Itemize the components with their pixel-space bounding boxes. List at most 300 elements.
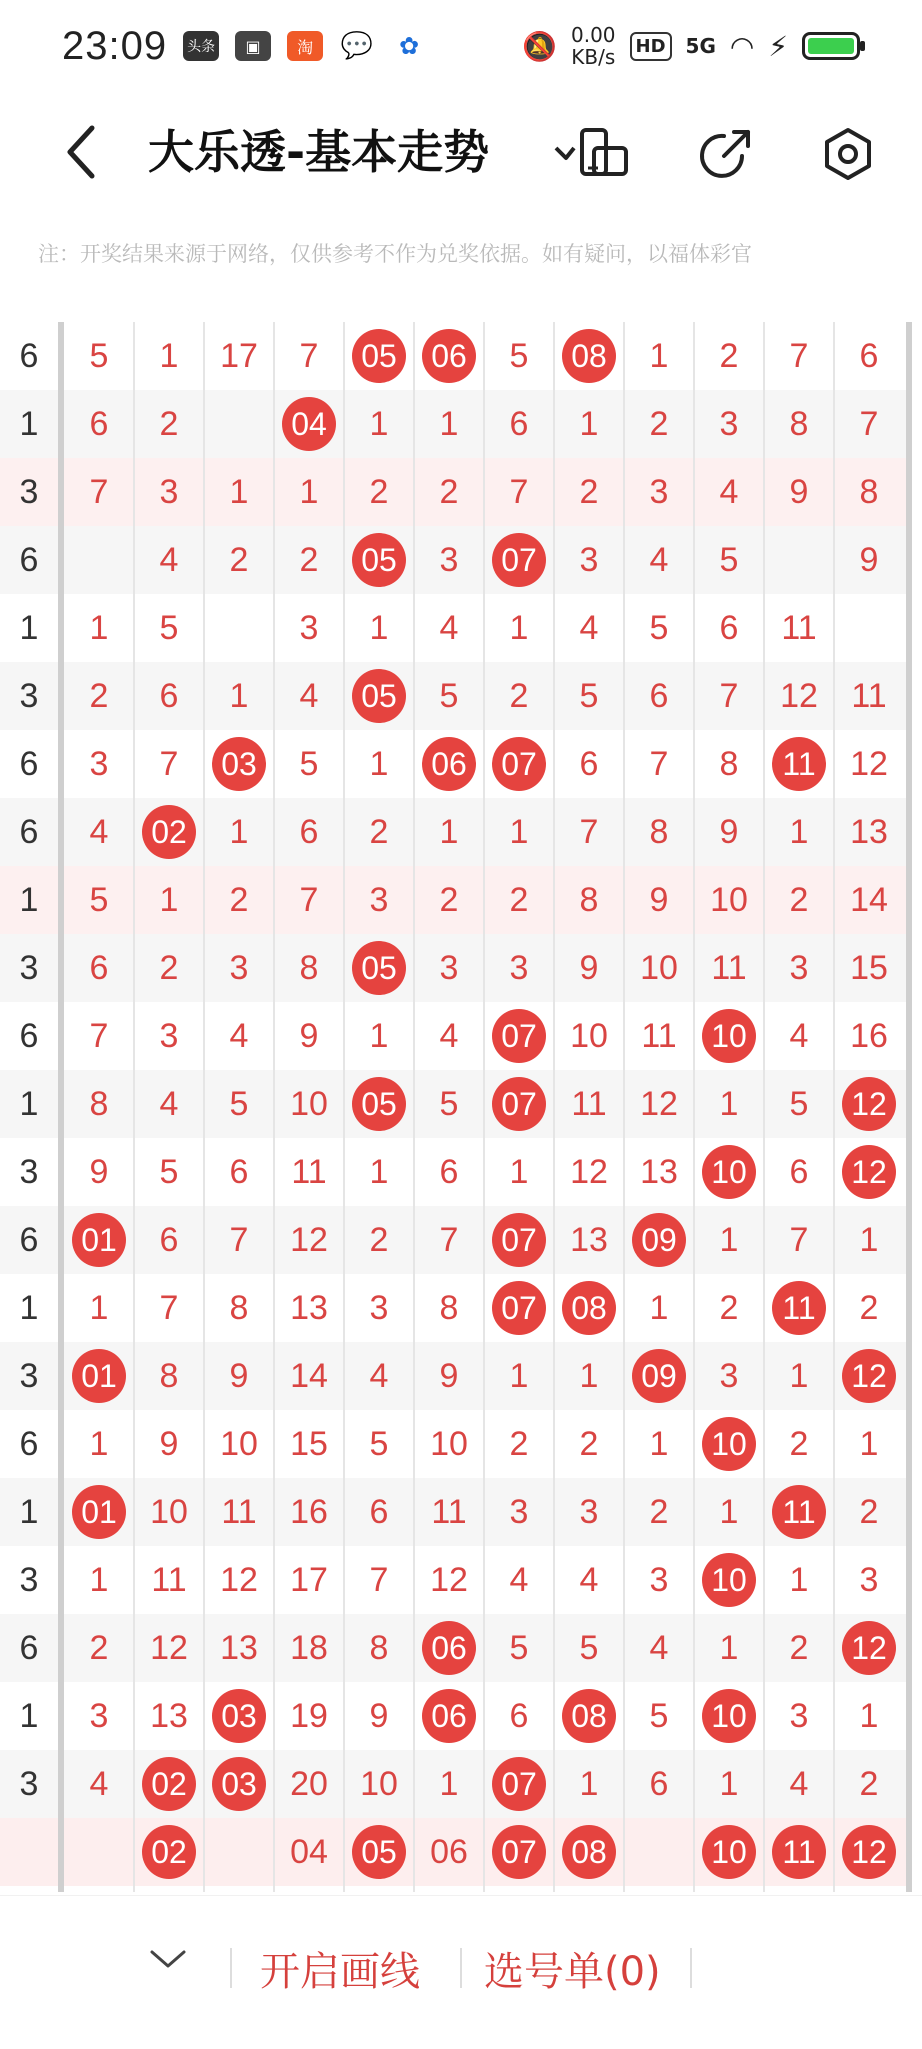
hit-ball: 08 [562,1825,616,1879]
hit-ball: 01 [72,1213,126,1267]
miss-count-cell: 2 [509,676,529,715]
trend-row [0,1682,922,1750]
row-label-cell: 6 [19,1016,39,1055]
miss-count-cell: 13 [290,1288,328,1327]
column-divider [553,322,555,1892]
miss-count-cell: 11 [431,1492,467,1531]
miss-count-cell: 9 [649,880,669,919]
number-ball [834,1138,904,1206]
miss-count-cell: 5 [229,1084,249,1123]
miss-count-cell: 1 [159,336,179,375]
miss-count-cell: 1 [719,1492,739,1531]
miss-count-cell: 3 [509,1492,529,1531]
row-label-cell: 6 [19,1220,39,1259]
row-label-cell: 6 [19,336,39,375]
miss-count-cell: 8 [649,812,669,851]
hit-ball: 03 [212,1689,266,1743]
trend-row [0,1750,922,1818]
number-ball [554,1818,624,1886]
miss-count-cell: 15 [290,1424,328,1463]
miss-count-cell: 6 [89,948,109,987]
miss-count-cell: 3 [719,1356,739,1395]
number-ball [484,526,554,594]
miss-count-cell: 11 [781,608,817,647]
number-ball [554,1682,624,1750]
miss-count-cell: 9 [89,1152,109,1191]
hit-ball: 10 [702,1553,756,1607]
hit-ball: 06 [422,1689,476,1743]
miss-count-cell [624,1818,694,1886]
number-ball [344,1070,414,1138]
number-ball [484,1274,554,1342]
miss-count-cell: 6 [789,1152,809,1191]
miss-count-cell: 1 [859,1220,879,1259]
miss-count-cell [204,390,274,458]
miss-count-cell: 17 [220,336,258,375]
miss-count-cell: 10 [360,1764,398,1803]
hit-ball: 07 [492,1281,546,1335]
lottery-app-icon: ✿ [391,31,427,61]
row-label-cell: 1 [19,608,39,647]
wifi-icon: ◠ [729,29,755,63]
miss-count-cell: 1 [509,608,529,647]
miss-count-cell: 9 [159,1424,179,1463]
number-ball [204,1750,274,1818]
miss-count-cell: 1 [789,1356,809,1395]
hit-ball: 12 [842,1825,896,1879]
number-ball [764,1478,834,1546]
row-label-cell: 1 [19,880,39,919]
miss-count-cell: 2 [649,404,669,443]
miss-count-cell: 8 [439,1288,459,1327]
hit-ball: 07 [492,737,546,791]
hit-ball: 09 [632,1349,686,1403]
column-divider [413,322,415,1892]
miss-count-cell: 3 [509,948,529,987]
number-ball [834,1342,904,1410]
miss-count-cell: 5 [159,1152,179,1191]
number-ball [344,526,414,594]
hit-ball: 07 [492,1213,546,1267]
hit-ball: 05 [352,329,406,383]
miss-count-cell: 5 [509,1628,529,1667]
divider [460,1948,462,1988]
miss-count-cell: 1 [229,676,249,715]
number-ball [834,1818,904,1886]
miss-count-cell: 2 [229,880,249,919]
number-ball [204,730,274,798]
miss-count-cell: 6 [299,812,319,851]
miss-count-cell: 10 [290,1084,328,1123]
hit-ball: 06 [422,1621,476,1675]
miss-count-cell: 1 [369,608,389,647]
miss-count-cell: 9 [229,1356,249,1395]
miss-count-cell: 1 [439,812,459,851]
miss-count-cell: 8 [159,1356,179,1395]
hit-ball: 12 [842,1621,896,1675]
miss-count-cell: 3 [579,1492,599,1531]
trend-row [0,1478,922,1546]
miss-count-cell: 4 [89,1764,109,1803]
miss-count-cell: 1 [159,880,179,919]
miss-count-cell: 3 [159,472,179,511]
trend-row [0,866,922,934]
miss-count-cell: 2 [579,1424,599,1463]
miss-count-cell: 11 [571,1084,607,1123]
miss-count-cell: 1 [509,812,529,851]
miss-count-cell: 5 [649,1696,669,1735]
miss-count-cell: 5 [439,1084,459,1123]
hit-ball: 10 [702,1145,756,1199]
miss-count-cell: 10 [570,1016,608,1055]
number-ball [694,1002,764,1070]
column-divider [483,322,485,1892]
miss-count-cell: 7 [579,812,599,851]
number-ball [694,1410,764,1478]
miss-count-cell [64,526,134,594]
number-ball [764,1274,834,1342]
miss-count-cell: 4 [299,676,319,715]
miss-count-cell: 12 [850,744,888,783]
status-bar [0,0,922,92]
clock: 23:09 [62,23,168,68]
hit-ball: 07 [492,1825,546,1879]
number-ball [694,1682,764,1750]
miss-count-cell: 1 [89,1560,109,1599]
miss-count-cell: 4 [229,1016,249,1055]
miss-count-cell: 4 [509,1560,529,1599]
row-label-cell: 3 [19,472,39,511]
miss-count-cell: 11 [641,1016,677,1055]
miss-count-cell: 10 [710,880,748,919]
miss-count-cell: 2 [509,880,529,919]
miss-count-cell: 11 [291,1152,327,1191]
hit-ball: 03 [212,737,266,791]
hit-ball: 11 [772,737,826,791]
number-ball [764,1818,834,1886]
number-ball [64,1342,134,1410]
divider [690,1948,692,1988]
miss-count-cell: 11 [711,948,747,987]
miss-count-cell: 6 [719,608,739,647]
miss-count-cell: 1 [579,1764,599,1803]
miss-count-cell: 1 [649,1424,669,1463]
miss-count-cell: 5 [719,540,739,579]
miss-count-cell: 14 [290,1356,328,1395]
hit-ball: 02 [142,1825,196,1879]
miss-count-cell: 2 [719,336,739,375]
back-arrow-icon[interactable] [52,122,112,182]
switch-view-icon[interactable] [552,122,632,186]
miss-count-cell: 1 [719,1084,739,1123]
miss-count-cell: 10 [150,1492,188,1531]
miss-count-cell: 1 [579,404,599,443]
miss-count-cell: 1 [719,1764,739,1803]
miss-count-cell: 7 [159,744,179,783]
miss-count-cell: 1 [579,1356,599,1395]
miss-count-cell: 2 [579,472,599,511]
row-label-cell [0,1818,58,1886]
trend-row [0,1546,922,1614]
draw-lines-button[interactable]: 开启画线 [260,1949,420,1995]
row-label-cell: 1 [19,1084,39,1123]
hit-ball: 11 [772,1825,826,1879]
miss-count-cell: 9 [579,948,599,987]
trend-row [0,1138,922,1206]
miss-count-cell: 10 [220,1424,258,1463]
page-title: 大乐透-基本走势 [148,125,490,179]
miss-count-cell: 4 [649,540,669,579]
trend-row [0,458,922,526]
trend-row [0,1410,922,1478]
miss-count-cell: 16 [850,1016,888,1055]
number-ball [344,322,414,390]
miss-count-cell: 6 [369,1492,389,1531]
miss-count-cell: 1 [299,472,319,511]
column-divider [273,322,275,1892]
share-icon[interactable] [694,122,758,186]
taobao-icon: 淘 [287,31,323,61]
signal-icon: 5G [685,34,716,58]
miss-count-cell: 10 [640,948,678,987]
miss-count-cell: 4 [439,608,459,647]
hit-ball: 03 [212,1757,266,1811]
hit-ball: 07 [492,1009,546,1063]
miss-count-cell: 3 [369,880,389,919]
miss-count-cell: 2 [859,1288,879,1327]
column-divider [623,322,625,1892]
miss-count-cell: 1 [439,1764,459,1803]
miss-count-cell: 2 [439,472,459,511]
miss-count-cell: 1 [229,812,249,851]
toutiao-icon: 头条 [183,31,219,61]
miss-count-cell: 2 [159,948,179,987]
miss-count-cell: 8 [789,404,809,443]
number-ball [414,322,484,390]
number-ball [134,798,204,866]
trend-row [0,526,922,594]
hit-ball: 10 [702,1417,756,1471]
miss-count-cell: 5 [649,608,669,647]
miss-count-cell: 4 [369,1356,389,1395]
miss-count-cell: 6 [439,1152,459,1191]
number-ball [624,1342,694,1410]
column-divider [833,322,835,1892]
miss-count-cell: 2 [159,404,179,443]
number-ball [694,1818,764,1886]
number-ball [554,1274,624,1342]
miss-count-cell: 3 [649,472,669,511]
column-divider [693,322,695,1892]
miss-count-cell: 7 [789,336,809,375]
number-ball [834,1614,904,1682]
miss-count-cell: 3 [649,1560,669,1599]
miss-count-cell: 6 [159,676,179,715]
miss-count-cell: 1 [369,744,389,783]
miss-count-cell: 1 [509,1356,529,1395]
hit-ball: 05 [352,941,406,995]
miss-count-cell: 1 [649,1288,669,1327]
hit-ball: 02 [142,1757,196,1811]
charging-icon: ⚡ [768,29,788,63]
miss-count-cell: 7 [719,676,739,715]
miss-count-cell [204,1818,274,1886]
miss-count-cell: 3 [789,1696,809,1735]
miss-count-cell: 3 [299,608,319,647]
hit-ball: 02 [142,805,196,859]
pick-list-button[interactable]: 选号单(0) [484,1949,661,1995]
miss-count-cell: 8 [299,948,319,987]
number-ball [484,1002,554,1070]
hit-ball: 06 [422,737,476,791]
miss-count-cell: 1 [719,1628,739,1667]
trend-row [0,1206,922,1274]
miss-count-cell: 3 [789,948,809,987]
miss-count-cell: 1 [789,1560,809,1599]
miss-count-cell: 4 [789,1016,809,1055]
miss-count-cell: 6 [649,1764,669,1803]
miss-count-cell: 20 [290,1764,328,1803]
miss-count-cell: 1 [649,336,669,375]
miss-count-cell: 9 [719,812,739,851]
miss-count-cell: 7 [789,1220,809,1259]
miss-count-cell: 13 [570,1220,608,1259]
miss-count-cell: 6 [579,744,599,783]
row-label-cell: 3 [19,1764,39,1803]
miss-count-cell: 8 [229,1288,249,1327]
row-label-cell: 3 [19,676,39,715]
number-ball [414,730,484,798]
miss-count-cell: 13 [220,1628,258,1667]
miss-count-cell [764,526,834,594]
number-ball [484,730,554,798]
miss-count-cell: 4 [439,1016,459,1055]
row-label-cell: 6 [19,1628,39,1667]
miss-count-cell: 4 [649,1628,669,1667]
number-ball [834,1070,904,1138]
hit-ball: 04 [282,397,336,451]
miss-count-cell: 2 [719,1288,739,1327]
miss-count-cell: 2 [649,1492,669,1531]
app-icon: ▣ [235,31,271,61]
miss-count-cell: 9 [789,472,809,511]
miss-count-cell: 2 [369,1220,389,1259]
miss-count-cell: 5 [159,608,179,647]
number-ball [694,1546,764,1614]
miss-count-cell: 6 [509,1696,529,1735]
miss-count-cell: 7 [859,404,879,443]
miss-count-cell: 1 [369,1152,389,1191]
miss-count-cell: 3 [859,1560,879,1599]
miss-count-cell: 2 [509,1424,529,1463]
miss-count-cell: 12 [570,1152,608,1191]
number-ball [344,934,414,1002]
miss-count-cell: 5 [369,1424,389,1463]
miss-count-cell: 3 [89,744,109,783]
miss-count-cell: 9 [859,540,879,579]
number-ball [344,662,414,730]
miss-count-cell: 5 [579,1628,599,1667]
miss-count-cell: 7 [439,1220,459,1259]
number-ball [204,1682,274,1750]
disclaimer-notice: 注：开奖结果来源于网络，仅供参考不作为兑奖依据。如有疑问，以福体彩官 [38,242,752,266]
miss-count-cell: 9 [369,1696,389,1735]
trend-row [0,1002,922,1070]
miss-count-cell: 7 [649,744,669,783]
divider [230,1948,232,1988]
hit-ball: 07 [492,1757,546,1811]
hit-ball: 05 [352,1825,406,1879]
number-ball [554,322,624,390]
hit-ball: 05 [352,669,406,723]
miss-count-cell: 04 [290,1832,328,1871]
miss-count-cell: 2 [299,540,319,579]
miss-count-cell: 1 [229,472,249,511]
miss-count-cell: 6 [89,404,109,443]
miss-count-cell: 5 [89,336,109,375]
miss-count-cell: 1 [369,404,389,443]
number-ball [134,1750,204,1818]
hit-ball: 12 [842,1145,896,1199]
miss-count-cell: 7 [509,472,529,511]
hit-ball: 10 [702,1825,756,1879]
miss-count-cell: 2 [369,472,389,511]
miss-count-cell [204,594,274,662]
miss-count-cell: 16 [290,1492,328,1531]
row-label-cell: 6 [19,812,39,851]
number-ball [344,1818,414,1886]
miss-count-cell: 5 [789,1084,809,1123]
miss-count-cell: 1 [89,608,109,647]
miss-count-cell: 6 [649,676,669,715]
row-label-cell: 1 [19,1696,39,1735]
mute-icon: 🔕 [522,29,557,63]
miss-count-cell: 2 [229,540,249,579]
hit-ball: 12 [842,1349,896,1403]
miss-count-cell: 3 [229,948,249,987]
miss-count-cell: 2 [439,880,459,919]
chevron-down-icon[interactable] [148,1944,188,1974]
number-ball [484,1818,554,1886]
trend-row [0,1070,922,1138]
hit-ball: 07 [492,533,546,587]
trend-row [0,798,922,866]
miss-count-cell [834,594,904,662]
miss-count-cell: 1 [89,1424,109,1463]
miss-count-cell: 7 [369,1560,389,1599]
settings-icon[interactable] [816,122,880,186]
hit-ball: 10 [702,1689,756,1743]
miss-count-cell: 10 [430,1424,468,1463]
miss-count-cell: 1 [439,404,459,443]
number-ball [64,1206,134,1274]
miss-count-cell: 7 [299,336,319,375]
trend-row [0,1818,922,1886]
miss-count-cell: 5 [509,336,529,375]
row-label-cell: 3 [19,1560,39,1599]
miss-count-cell: 7 [229,1220,249,1259]
miss-count-cell: 9 [299,1016,319,1055]
row-label-cell: 3 [19,948,39,987]
miss-count-cell [64,1818,134,1886]
miss-count-cell: 5 [439,676,459,715]
number-ball [414,1614,484,1682]
miss-count-cell: 5 [89,880,109,919]
miss-count-cell: 2 [789,1628,809,1667]
miss-count-cell: 3 [89,1696,109,1735]
miss-count-cell: 2 [789,1424,809,1463]
miss-count-cell: 1 [859,1424,879,1463]
